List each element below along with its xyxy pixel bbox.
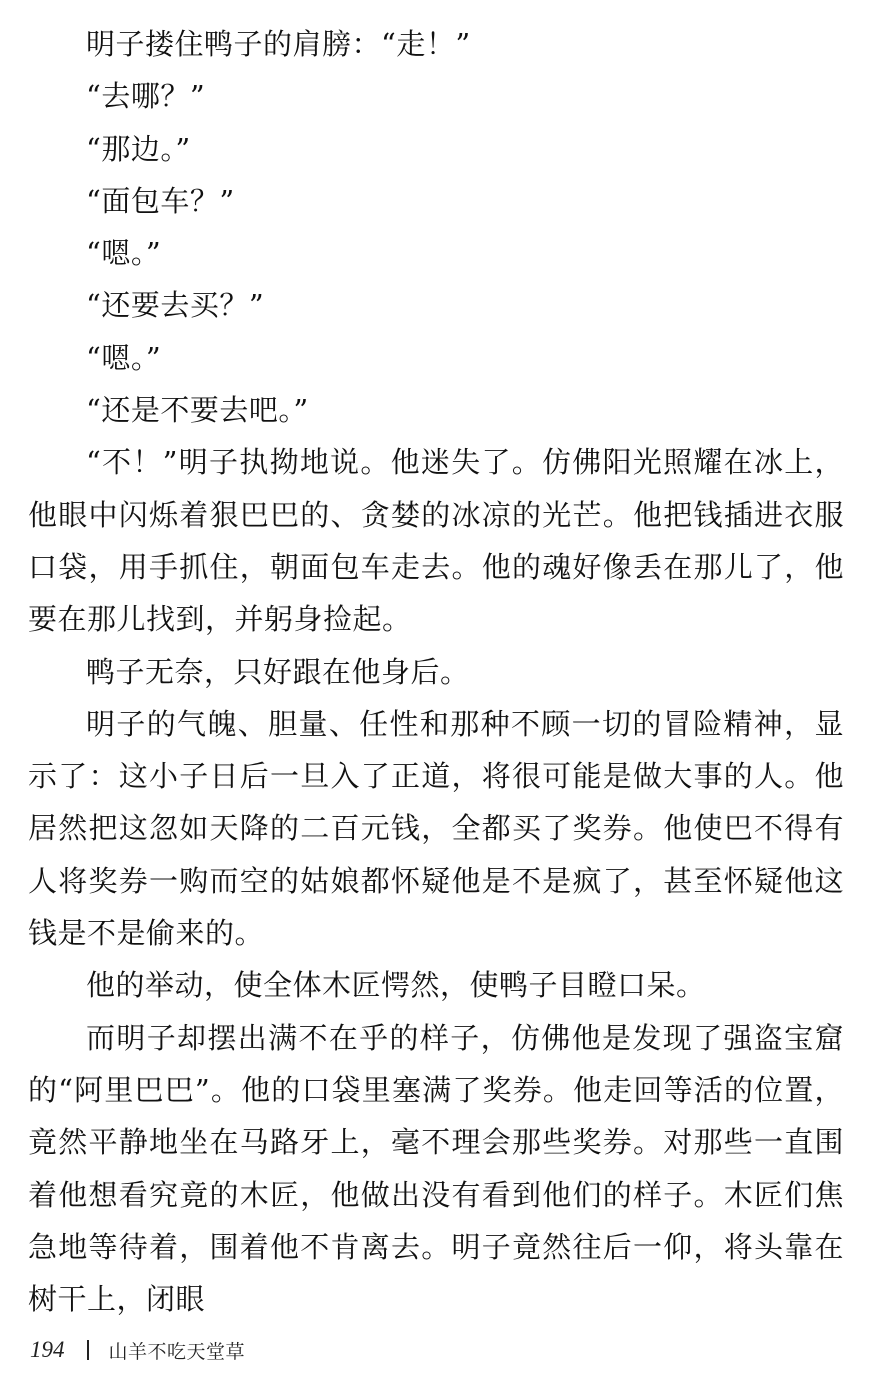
paragraph: 他的举动，使全体木匠愕然，使鸭子目瞪口呆。 — [86, 968, 706, 1003]
paragraph: “那边。” — [86, 131, 191, 166]
paragraph: 明子的气魄、胆量、任性和那种不顾一切的冒险精神，显示了：这小子日后一旦入了正道，将很可能是做大事的人。他居然把这忽如天降的二百元钱，全都买了奖券。他使巴不得有人将奖券一购而空的姑娘都怀疑他是不是疯了，甚至怀疑他这钱是不是偷来的。 — [28, 706, 844, 951]
paragraph: 而明子却摆出满不在乎的样子，仿佛他是发现了强盗宝窟的“阿里巴巴”。他的口袋里塞满了奖券。他走回等活的位置，竟然平静地坐在马路牙上，毫不理会那些奖券。对那些一直围着他想看究竟的木匠，他做出没有看到他们的样子。木匠们焦急地等待着，围着他不肯离去。明子竟然往后一仰，将头靠在树干上，闭眼 — [28, 1020, 844, 1317]
paragraph: “还是不要去吧。” — [86, 393, 309, 428]
page-footer — [30, 1333, 245, 1367]
paragraph: 鸭子无奈，只好跟在他身后。 — [86, 654, 470, 689]
footer-divider — [87, 1340, 89, 1360]
paragraph: “去哪？” — [86, 79, 206, 114]
book-title: 山羊不吃天堂草 — [108, 1340, 246, 1363]
paragraph: “还要去买？” — [86, 288, 265, 323]
body-text — [28, 18, 844, 1325]
paragraph: “不！”明子执拗地说。他迷失了。仿佛阳光照耀在冰上，他眼中闪烁着狠巴巴的、贪婪的冰凉的光芒。他把钱插进衣服口袋，用手抓住，朝面包车走去。他的魂好像丢在那儿了，他要在那儿找到，并躬身捡起。 — [28, 445, 844, 637]
paragraph: “面包车？” — [86, 183, 235, 218]
paragraph: 明子搂住鸭子的肩膀：“走！” — [86, 27, 471, 61]
page-number: 194 — [30, 1337, 65, 1362]
paragraph: “嗯。” — [86, 340, 162, 375]
paragraph: “嗯。” — [86, 236, 162, 271]
